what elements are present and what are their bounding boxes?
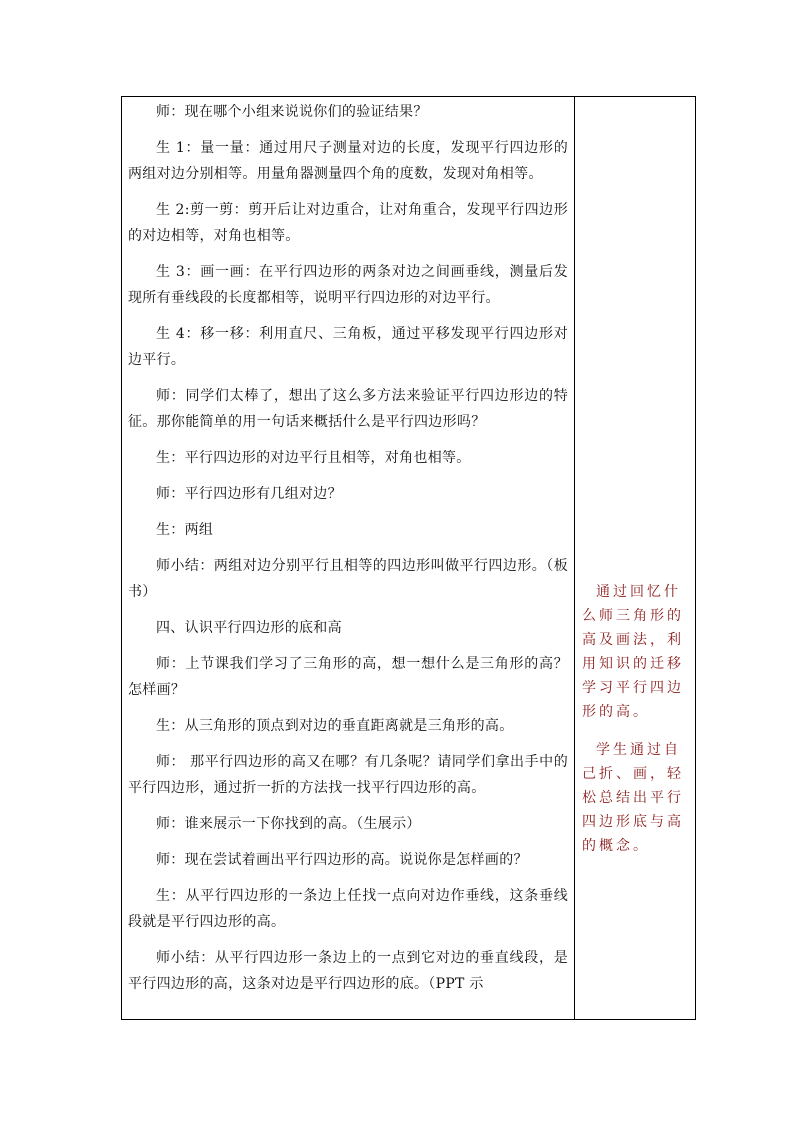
- side-note-2: [582, 738, 690, 858]
- paragraph: 师：平行四边形有几组对边？: [156, 486, 342, 502]
- paragraph: 生 3：画一画：在平行四边形的两条对边之间画垂线，测量后发现所有垂线段的长度都相等，说明平行四边形的对边平行。: [128, 264, 568, 306]
- paragraph: 师：现在哪个小组来说说你们的验证结果？: [156, 104, 428, 120]
- paragraph: 师：上节课我们学习了三角形的高，想一想什么是三角形的高？怎样画？: [128, 656, 568, 698]
- paragraph: 生 1：量一量：通过用尺子测量对边的长度，发现平行四边形的两组对边分别相等。用量角器测量四个角的度数，发现对角相等。: [128, 140, 568, 182]
- side-note-text: 通过回忆什么师三角形的高及画法，利用知识的迁移学习平行四边形的高。: [582, 584, 684, 720]
- paragraph: 生 4：移一移：利用直尺、三角板，通过平移发现平行四边形对边平行。: [128, 326, 568, 368]
- paragraph: 生 2:剪一剪：剪开后让对边重合，让对角重合，发现平行四边形的对边相等，对角也相等。: [128, 202, 568, 244]
- paragraph: 师：现在尝试着画出平行四边形的高。说说你是怎样画的？: [156, 852, 528, 868]
- paragraph: 师小结：两组对边分别平行且相等的四边形叫做平行四边形。（板书）: [128, 558, 568, 600]
- section-heading: 四、认识平行四边形的底和高: [156, 620, 342, 636]
- paragraph: 师小结：从平行四边形一条边上的一点到它对边的垂直线段，是平行四边形的高，这条对边是平行四边形的底。（PPT 示: [128, 950, 568, 992]
- paragraph: 师：谁来展示一下你找到的高。（生展示）: [156, 816, 421, 832]
- paragraph: 师：同学们太棒了，想出了这么多方法来验证平行四边形边的特征。那你能简单的用一句话来概括什么是平行四边形吗？: [128, 388, 568, 430]
- column-divider: [574, 96, 575, 1020]
- side-note-1: [582, 580, 690, 724]
- paragraph: 师： 那平行四边形的高又在哪？有几条呢？请同学们拿出手中的平行四边形，通过折一折的方法找一找平行四边形的高。: [128, 754, 568, 796]
- main-column: [128, 99, 568, 1007]
- paragraph: 生：两组: [156, 522, 214, 538]
- side-note-text: 学生通过自己折、画，轻松总结出平行四边形底与高的概念。: [582, 742, 684, 854]
- paragraph: 生：从平行四边形的一条边上任找一点向对边作垂线，这条垂线段就是平行四边形的高。: [128, 888, 568, 930]
- paragraph: 生：平行四边形的对边平行且相等，对角也相等。: [156, 450, 471, 466]
- paragraph: 生：从三角形的顶点到对边的垂直距离就是三角形的高。: [156, 718, 514, 734]
